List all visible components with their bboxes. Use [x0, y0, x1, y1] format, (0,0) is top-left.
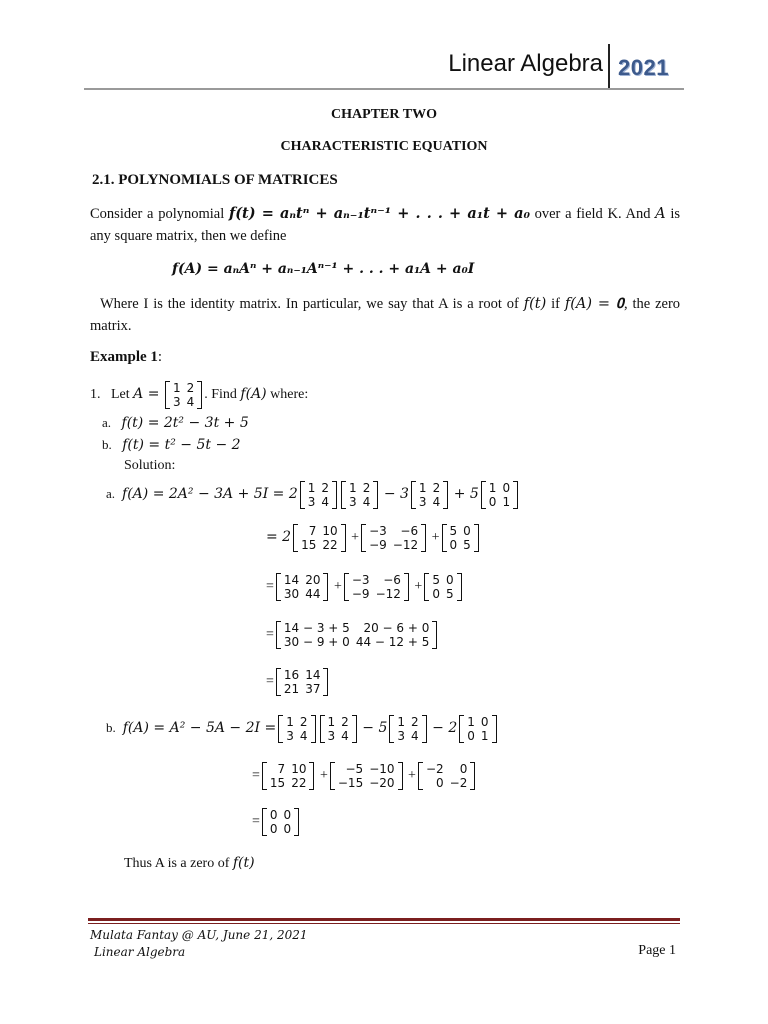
matrix-cell: 2	[362, 481, 371, 495]
matrix-sum-expression	[276, 621, 437, 649]
footer-course: Linear Algebra	[94, 945, 186, 959]
matrix-cell: 2	[341, 715, 349, 729]
matrix-cell: −20	[369, 776, 395, 790]
part-b-polynomial: f(t) = t² − 5t − 2	[122, 437, 241, 453]
matrix-cell: 0	[269, 822, 278, 836]
matrix-cell: 10	[322, 524, 338, 538]
plus-sign: +	[351, 530, 360, 546]
matrix-cell: 14	[305, 668, 321, 682]
matrix-2A-squared	[276, 573, 329, 601]
equals-sign: =	[252, 768, 260, 784]
matrix-cell: 3	[349, 495, 357, 509]
matrix-cell: −12	[392, 538, 419, 552]
matrix-5I	[442, 524, 479, 552]
chapter-label: CHAPTER TWO	[331, 107, 437, 122]
matrix-cell: 22	[322, 538, 338, 552]
solution-b-label: b.	[106, 720, 116, 736]
part-a-label: a.	[102, 415, 112, 430]
plus-5-label: + 5	[453, 486, 479, 503]
plus-sign: +	[408, 768, 416, 784]
where-if: if	[551, 296, 560, 312]
matrix-cell: 3	[172, 395, 181, 409]
intro-paragraph	[90, 203, 680, 247]
matrix-cell: 1	[467, 715, 475, 729]
matrix-cell: −5	[345, 762, 364, 776]
solution-a-line-3	[266, 573, 464, 601]
matrix-A	[278, 715, 315, 743]
matrix-cell: 4	[432, 495, 441, 509]
matrix-cell: 37	[305, 682, 321, 696]
matrix-cell: 0	[283, 808, 292, 822]
intro-text-3: is any square matrix, then we define	[90, 206, 681, 244]
matrix-cell: 4	[411, 729, 419, 743]
matrix-cell: −3	[351, 573, 370, 587]
matrix-cell: 15	[269, 776, 286, 790]
matrix-A	[341, 481, 378, 509]
matrix-cell: 4	[186, 395, 195, 409]
conclusion	[124, 855, 255, 872]
minus-3-label: − 3	[383, 486, 409, 503]
equals-sign: =	[266, 674, 274, 690]
solution-b-line-1	[106, 715, 499, 743]
solution-label: Solution:	[124, 458, 176, 473]
example-fa: f(A)	[240, 386, 267, 403]
example-where: where:	[270, 387, 309, 403]
polynomial-definition: f(t) = aₙtⁿ + aₙ₋₁tⁿ⁻¹ + . . . + a₁t + a₀	[228, 205, 530, 222]
example-let: Let	[111, 387, 130, 403]
part-a-polynomial: f(t) = 2t² − 3t + 5	[121, 415, 249, 431]
footer-rule-thin	[88, 923, 680, 924]
matrix-cell: 1	[480, 729, 489, 743]
matrix-polynomial-definition: f(A) = aₙAⁿ + aₙ₋₁Aⁿ⁻¹ + . . . + a₁A + a₀I	[172, 261, 475, 277]
header-title: Linear Algebra	[448, 50, 603, 77]
matrix-cell: 21	[283, 682, 300, 696]
eq-2-label: = 2	[266, 529, 292, 546]
matrix-cell: 1	[418, 481, 427, 495]
matrix-cell: 3	[418, 495, 427, 509]
matrix-cell: 20 − 6 + 0	[363, 621, 430, 635]
matrix-A-squared	[293, 524, 346, 552]
matrix-cell: 0	[488, 495, 497, 509]
where-text-2: , the zero matrix.	[90, 296, 681, 334]
solution-b-line-3	[252, 808, 301, 836]
where-paragraph	[90, 293, 680, 337]
plus-sign: +	[333, 579, 342, 595]
where-ft: f(t)	[523, 296, 547, 312]
example-label: Example 1	[90, 349, 158, 365]
matrix-cell: −10	[369, 762, 395, 776]
section-title: 2.1. POLYNOMIALS OF MATRICES	[92, 172, 338, 188]
matrix-cell: −9	[351, 587, 370, 601]
matrix-A	[300, 481, 337, 509]
matrix-cell: −3	[369, 524, 387, 538]
matrix-cell: 3	[327, 729, 336, 743]
solution-b-line-2	[252, 762, 477, 790]
matrix-cell: 7	[308, 524, 317, 538]
matrix-cell: 1	[286, 715, 294, 729]
matrix-minus-5A	[330, 762, 403, 790]
matrix-cell: 30	[283, 587, 300, 601]
part-a-item	[102, 415, 249, 432]
part-b-item	[102, 437, 241, 454]
matrix-symbol: A	[655, 206, 666, 222]
matrix-cell: 1	[327, 715, 336, 729]
matrix-cell: 0	[269, 808, 278, 822]
matrix-cell: −15	[337, 776, 364, 790]
matrix-minus-2I	[418, 762, 475, 790]
matrix-cell: 1	[488, 481, 497, 495]
matrix-A	[411, 481, 448, 509]
part-b-label: b.	[102, 437, 112, 452]
matrix-I	[481, 481, 518, 509]
matrix-cell: 4	[362, 495, 371, 509]
example-number: 1.	[90, 387, 101, 403]
matrix-cell: −9	[369, 538, 387, 552]
matrix-cell: −2	[425, 762, 444, 776]
matrix-cell: 3	[397, 729, 406, 743]
plus-sign: +	[431, 530, 440, 546]
matrix-cell: 5	[463, 538, 471, 552]
matrix-I	[459, 715, 496, 743]
matrix-cell: 4	[299, 729, 308, 743]
matrix-cell: −12	[375, 587, 401, 601]
matrix-cell: 44 − 12 + 5	[355, 635, 430, 649]
where-zero-eq: f(A) = 𝟎	[564, 296, 624, 312]
matrix-cell: 0	[467, 729, 475, 743]
matrix-cell: 0	[283, 822, 292, 836]
matrix-minus-3A	[344, 573, 409, 601]
example-A-eq: A =	[133, 386, 160, 403]
matrix-cell: 0	[432, 587, 440, 601]
matrix-cell: 30 − 9 + 0	[283, 635, 350, 649]
matrix-cell: 22	[291, 776, 307, 790]
matrix-cell: 1	[307, 481, 316, 495]
solution-a-lhs: f(A) = 2A² − 3A + 5I = 2	[122, 486, 298, 503]
matrix-cell: −6	[383, 573, 401, 587]
matrix-cell: 1	[397, 715, 406, 729]
matrix-cell: 4	[341, 729, 349, 743]
matrix-A	[389, 715, 426, 743]
matrix-cell: −6	[400, 524, 419, 538]
matrix-cell: 2	[411, 715, 419, 729]
matrix-cell: 2	[299, 715, 308, 729]
matrix-cell: 5	[449, 524, 458, 538]
solution-b-lhs: f(A) = A² − 5A − 2I =	[122, 720, 277, 737]
matrix-cell: 20	[305, 573, 321, 587]
matrix-cell: −2	[449, 776, 468, 790]
chapter-title: CHARACTERISTIC EQUATION	[280, 139, 488, 154]
matrix-cell: 5	[445, 587, 454, 601]
matrix-A	[320, 715, 357, 743]
matrix-cell: 0	[449, 538, 458, 552]
matrix-cell: 0	[459, 762, 468, 776]
intro-text-2: over a field K. And	[534, 206, 651, 222]
matrix-cell: 16	[283, 668, 300, 682]
header-rule	[84, 88, 684, 90]
matrix-cell: 0	[480, 715, 489, 729]
matrix-cell: 4	[321, 495, 330, 509]
matrix-cell: 14 − 3 + 5	[283, 621, 350, 635]
matrix-cell: 0	[502, 481, 511, 495]
example-find: . Find	[204, 387, 237, 403]
matrix-result-a	[276, 668, 329, 696]
header-separator	[608, 44, 610, 90]
matrix-cell: 2	[186, 381, 195, 395]
example-heading	[90, 349, 162, 366]
matrix-A-squared	[262, 762, 315, 790]
solution-a-label: a.	[106, 486, 116, 502]
footer-rule	[88, 918, 680, 921]
matrix-cell: 44	[305, 587, 321, 601]
matrix-cell: 7	[277, 762, 286, 776]
intro-text-1: Consider a polynomial	[90, 206, 225, 222]
where-text-1: Where I is the identity matrix. In particular, we say that A is a root of	[100, 296, 519, 312]
header-year: 2021	[618, 55, 669, 80]
equals-sign: =	[252, 814, 260, 830]
footer-author: Mulata Fantay @ AU, June 21, 2021	[90, 928, 308, 942]
matrix-cell: 10	[291, 762, 307, 776]
matrix-cell: 0	[436, 776, 444, 790]
matrix-cell: 1	[172, 381, 181, 395]
plus-sign: +	[319, 768, 328, 784]
matrix-cell: 5	[432, 573, 440, 587]
plus-sign: +	[414, 579, 423, 595]
matrix-A	[165, 381, 202, 409]
matrix-5I	[424, 573, 461, 601]
solution-a-line-4	[266, 621, 439, 649]
conclusion-text: Thus A is a zero of	[124, 856, 230, 871]
matrix-cell: 15	[301, 538, 317, 552]
minus-2-label: − 2	[432, 720, 458, 737]
conclusion-ft: f(t)	[232, 855, 255, 871]
matrix-minus-3A	[361, 524, 426, 552]
matrix-cell: 2	[321, 481, 330, 495]
matrix-cell: 1	[502, 495, 511, 509]
equals-sign: =	[266, 627, 274, 643]
matrix-cell: 0	[463, 524, 471, 538]
solution-a-line-5	[266, 668, 330, 696]
solution-a-line-2	[266, 524, 481, 552]
zero-matrix	[262, 808, 299, 836]
minus-5-label: − 5	[362, 720, 388, 737]
page-number: Page 1	[638, 943, 676, 958]
example-colon: :	[157, 349, 163, 365]
matrix-cell: 14	[283, 573, 300, 587]
example-statement	[90, 381, 308, 409]
equals-sign: =	[266, 579, 274, 595]
matrix-cell: 2	[432, 481, 441, 495]
matrix-cell: 3	[307, 495, 316, 509]
matrix-cell: 1	[349, 481, 357, 495]
matrix-cell: 0	[445, 573, 454, 587]
matrix-cell: 3	[286, 729, 294, 743]
solution-a-line-1	[106, 481, 520, 509]
